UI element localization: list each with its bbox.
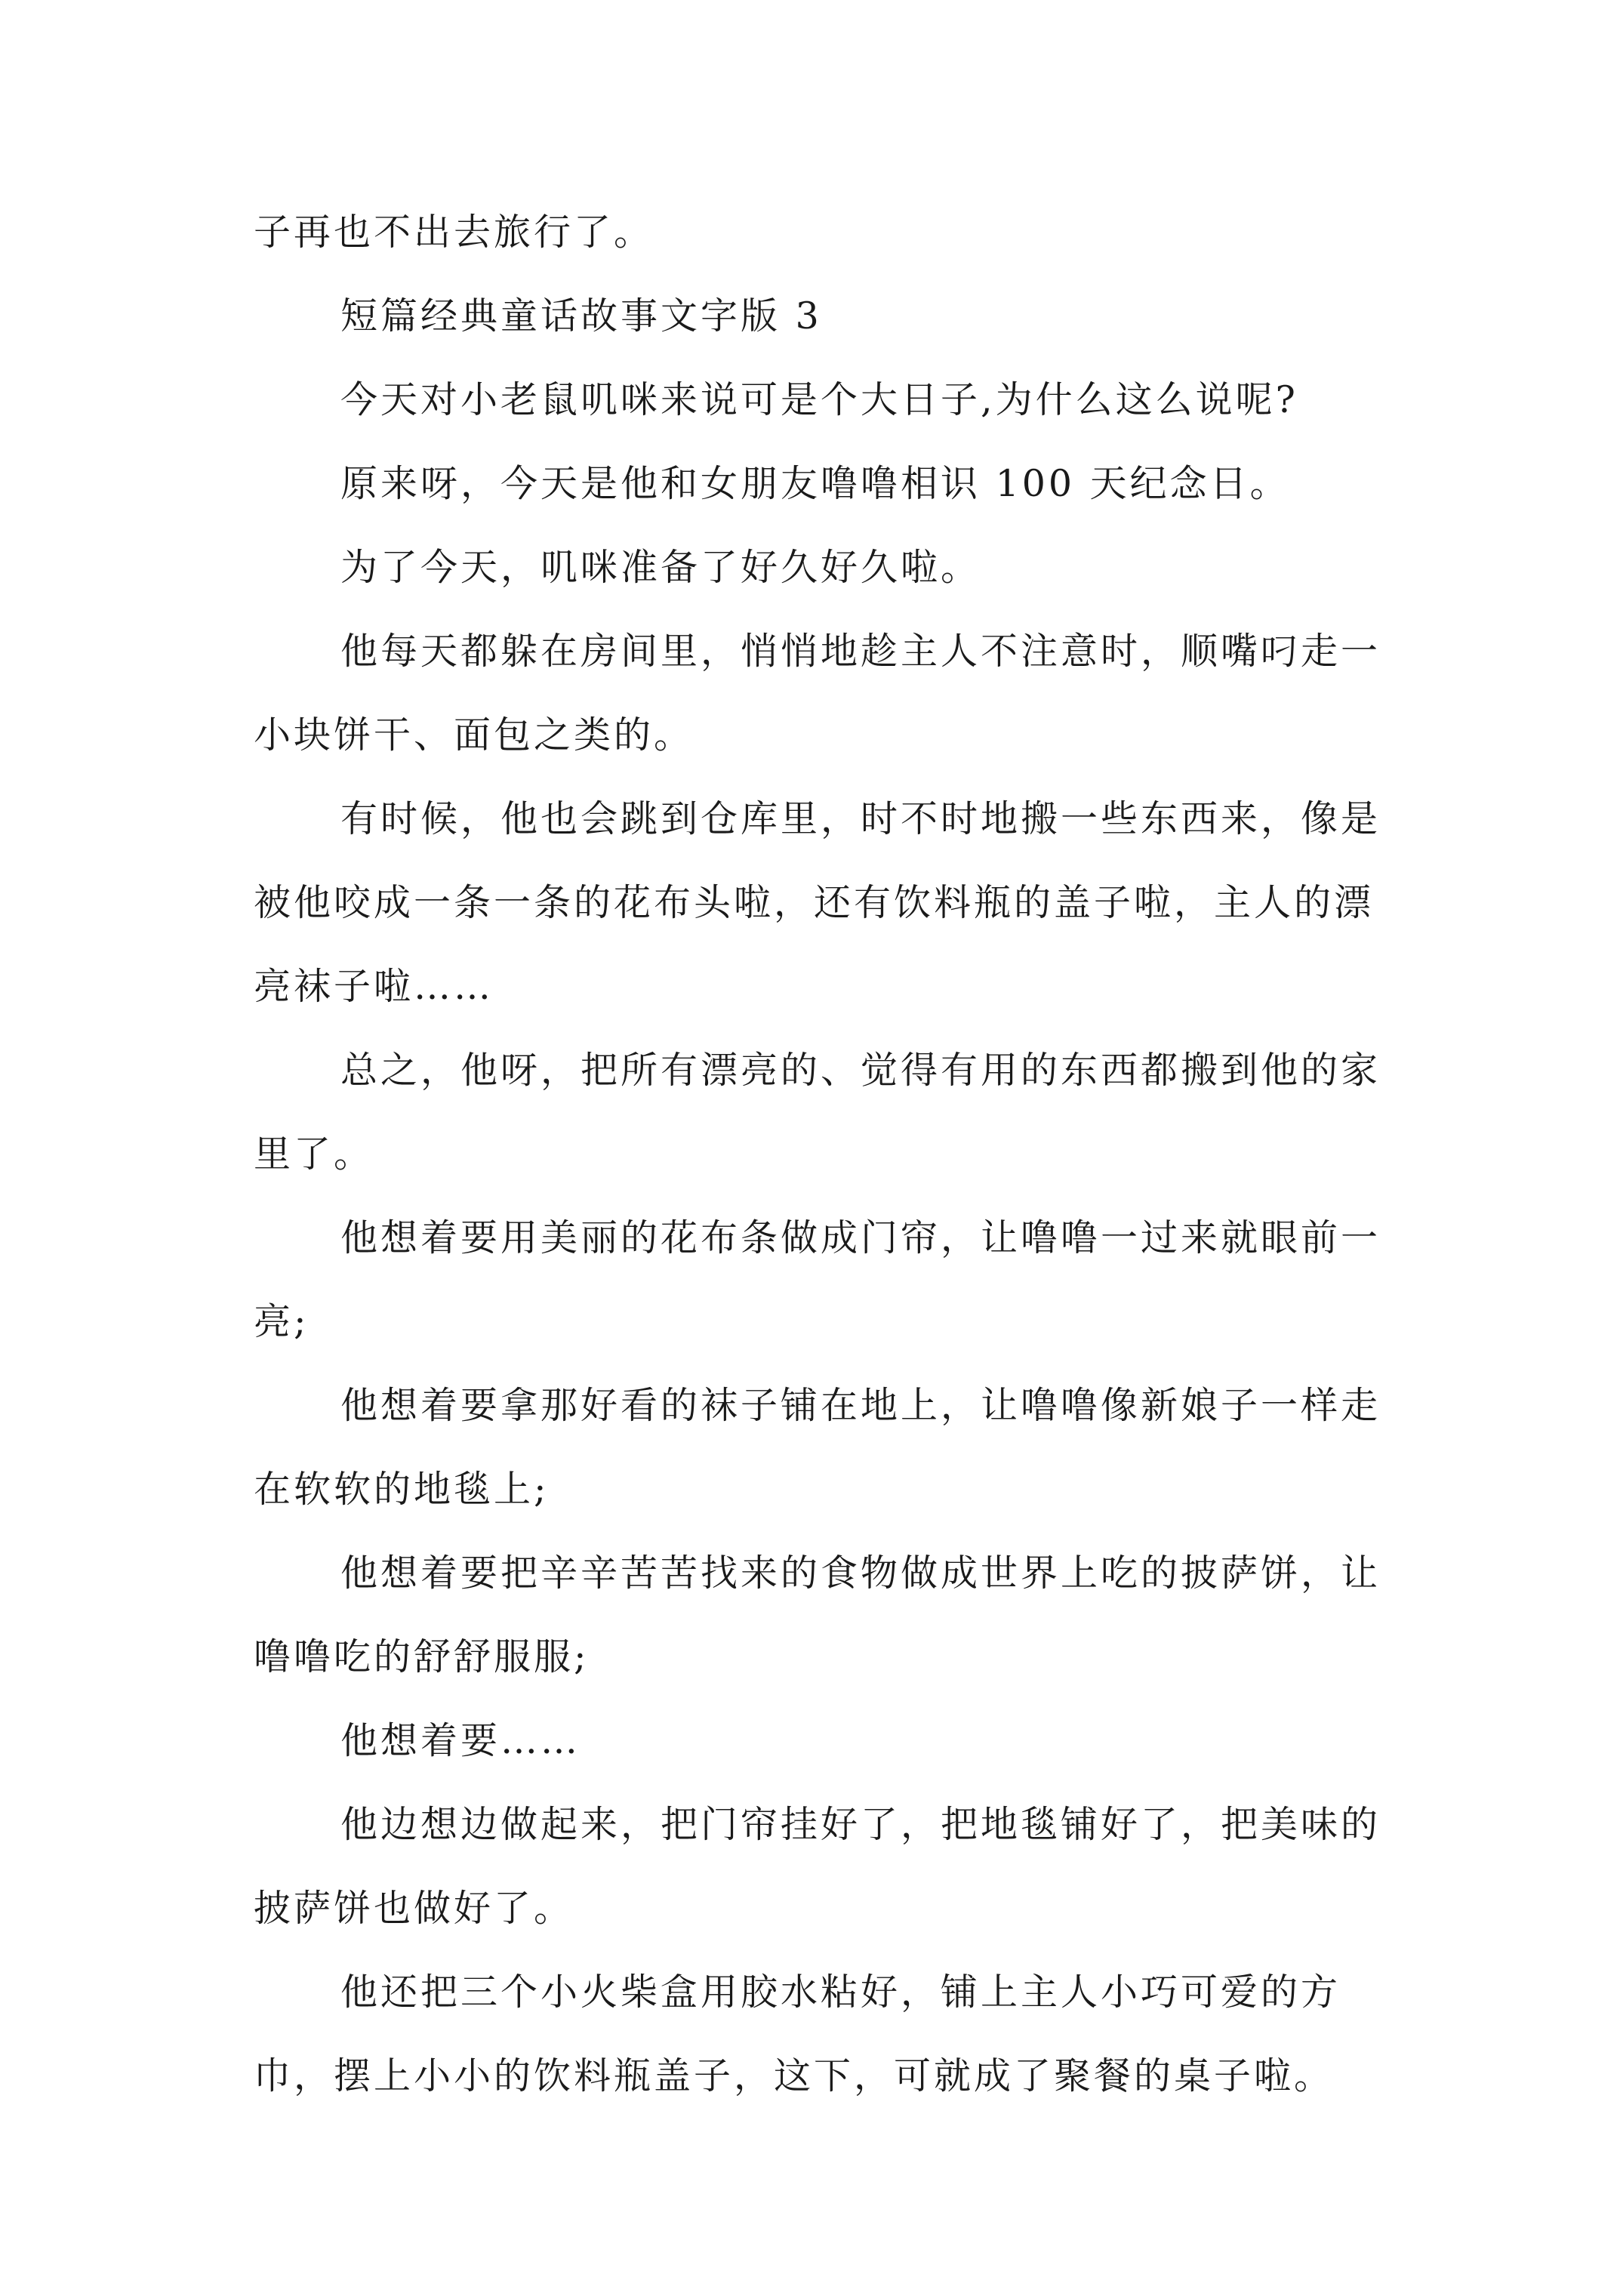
paragraph-10: 他想着要拿那好看的袜子铺在地上，让噜噜像新娘子一样走在软软的地毯上; xyxy=(254,1384,1381,1511)
paragraph-4: 原来呀，今天是他和女朋友噜噜相识 100 天纪念日。 xyxy=(340,462,1290,505)
paragraph-6: 他每天都躲在房间里，悄悄地趁主人不注意时，顺嘴叼走一小块饼干、面包之类的。 xyxy=(254,630,1381,757)
paragraph-13: 他边想边做起来，把门帘挂好了，把地毯铺好了，把美味的披萨饼也做好了。 xyxy=(254,1803,1381,1930)
paragraph-8: 总之，他呀，把所有漂亮的、觉得有用的东西都搬到他的家里了。 xyxy=(254,1049,1381,1176)
paragraph-5: 为了今天，叽咪准备了好久好久啦。 xyxy=(340,546,981,589)
paragraph-1: 子再也不出去旅行了。 xyxy=(254,211,654,254)
paragraph-3: 今天对小老鼠叽咪来说可是个大日子,为什么这么说呢? xyxy=(340,378,1298,421)
paragraph-14: 他还把三个小火柴盒用胶水粘好，铺上主人小巧可爱的方巾，摆上小小的饮料瓶盖子，这下，可就成了聚餐的桌子啦。 xyxy=(254,1971,1341,2097)
paragraph-7: 有时候，他也会跳到仓库里，时不时地搬一些东西来，像是被他咬成一条一条的花布头啦，还有饮料瓶的盖子啦，主人的漂亮袜子啦…… xyxy=(254,797,1381,1008)
document-body xyxy=(254,190,1386,2118)
paragraph-9: 他想着要用美丽的花布条做成门帘，让噜噜一过来就眼前一亮; xyxy=(254,1216,1381,1343)
section-title: 短篇经典童话故事文字版 3 xyxy=(340,294,822,337)
paragraph-12: 他想着要…… xyxy=(340,1719,581,1762)
paragraph-11: 他想着要把辛辛苦苦找来的食物做成世界上吃的披萨饼，让噜噜吃的舒舒服服; xyxy=(254,1552,1381,1678)
